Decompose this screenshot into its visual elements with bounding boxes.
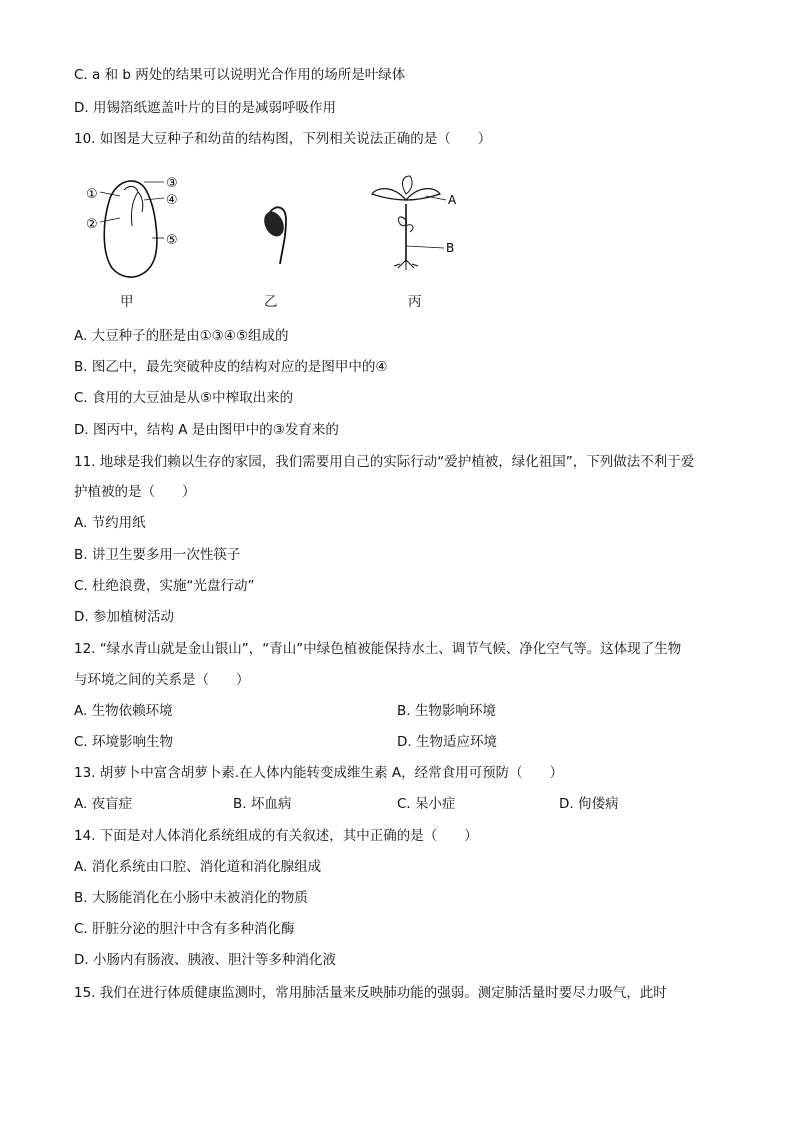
question-14-option-a: A. 消化系统由口腔、消化道和消化腺组成: [74, 859, 322, 875]
question-11-option-b: B. 讲卫生要多用一次性筷子: [74, 547, 241, 563]
question-13-option-c: C. 呆小症: [397, 796, 456, 812]
seedling-diagram-bing: [372, 176, 457, 270]
caption-jia: 甲: [120, 294, 134, 310]
question-12-option-b: B. 生物影响环境: [397, 703, 496, 719]
question-13-option-d: D. 佝偻病: [559, 796, 619, 812]
soybean-figure: [80, 168, 500, 313]
question-11-option-d: D. 参加植树活动: [74, 609, 174, 625]
caption-yi: 乙: [264, 294, 278, 310]
label-3: ③: [166, 176, 178, 191]
question-13: 13. 胡萝卜中富含胡萝卜素.在人体内能转变成维生素 A，经常食用可预防（ ）: [74, 765, 564, 781]
question-10: 10. 如图是大豆种子和幼苗的结构图，下列相关说法正确的是（ ）: [74, 131, 492, 147]
soybean-diagram: [80, 168, 500, 313]
question-11-option-a: A. 节约用纸: [74, 515, 146, 531]
question-10-option-a: A. 大豆种子的胚是由①③④⑤组成的: [74, 328, 289, 344]
seedling-diagram-yi: [260, 207, 287, 264]
question-11-line-2: 护植被的是（ ）: [74, 484, 196, 500]
question-10-option-b: B. 图乙中，最先突破种皮的结构对应的是图甲中的④: [74, 359, 388, 375]
label-5: ⑤: [166, 233, 178, 248]
question-13-option-b: B. 坏血病: [233, 796, 292, 812]
option-c-prev: C. a 和 b 两处的结果可以说明光合作用的场所是叶绿体: [74, 67, 406, 83]
seed-diagram-jia: [86, 176, 178, 277]
label-1: ①: [86, 187, 98, 202]
question-14-option-c: C. 肝脏分泌的胆汁中含有多种消化酶: [74, 921, 295, 937]
question-14: 14. 下面是对人体消化系统组成的有关叙述，其中正确的是（ ）: [74, 828, 478, 844]
question-14-option-d: D. 小肠内有肠液、胰液、胆汁等多种消化液: [74, 952, 336, 968]
question-15: 15. 我们在进行体质健康监测时，常用肺活量来反映肺功能的强弱。测定肺活量时要尽力吸气，此时: [74, 985, 667, 1001]
question-11-option-c: C. 杜绝浪费，实施“光盘行动”: [74, 578, 255, 594]
question-12-option-a: A. 生物依赖环境: [74, 703, 173, 719]
question-10-option-c: C. 食用的大豆油是从⑤中榨取出来的: [74, 390, 294, 406]
question-11-line-1: 11. 地球是我们赖以生存的家园，我们需要用自己的实际行动“爱护植被，绿化祖国”，下列做法不利于爱: [74, 454, 695, 470]
question-12-line-1: 12. “绿水青山就是金山银山”，“青山”中绿色植被能保持水土、调节气候、净化空气等。这体现了生物: [74, 641, 682, 657]
label-A: A: [448, 193, 457, 207]
question-12-option-c: C. 环境影响生物: [74, 734, 174, 750]
question-10-option-d: D. 图丙中，结构 A 是由图甲中的③发育来的: [74, 422, 339, 438]
label-2: ②: [86, 217, 98, 232]
question-13-option-a: A. 夜盲症: [74, 796, 133, 812]
question-14-option-b: B. 大肠能消化在小肠中未被消化的物质: [74, 890, 308, 906]
label-B: B: [446, 241, 455, 255]
option-d-prev: D. 用锡箔纸遮盖叶片的目的是减弱呼吸作用: [74, 100, 336, 116]
question-12-line-2: 与环境之间的关系是（ ）: [74, 672, 250, 688]
caption-bing: 丙: [408, 294, 422, 310]
question-12-option-d: D. 生物适应环境: [397, 734, 497, 750]
label-4: ④: [166, 193, 178, 208]
